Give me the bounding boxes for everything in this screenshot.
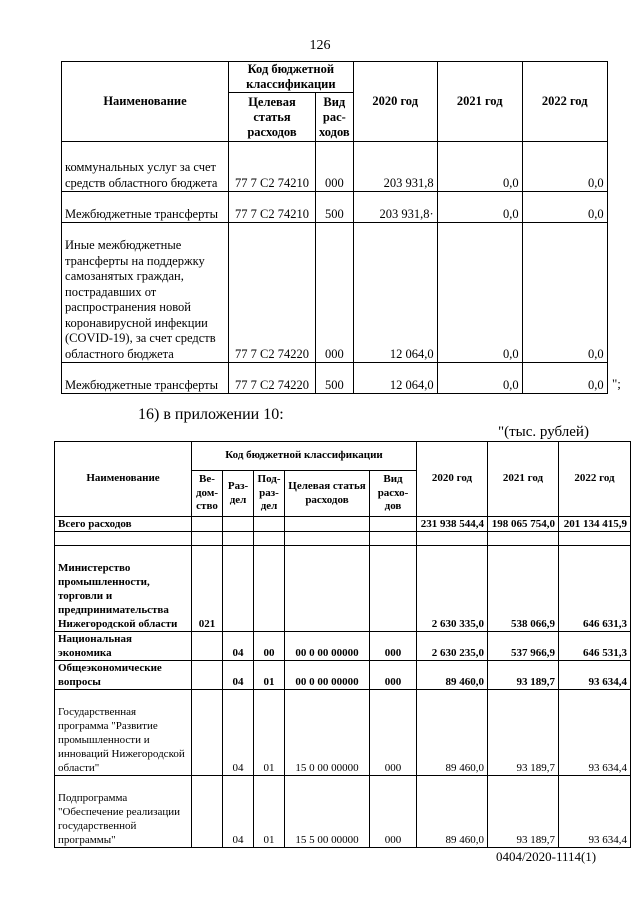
row-2022: 0,0	[522, 223, 607, 363]
row-name: Государственная программа "Развитие промышленности и инноваций Нижегородской области"	[55, 690, 192, 776]
spacer-row	[55, 532, 631, 546]
row-2022: 0,0	[522, 142, 607, 192]
row-subsection	[254, 546, 285, 632]
row-dept: 021	[192, 546, 223, 632]
row-section: 04	[223, 661, 254, 690]
row-name: Межбюджетные трансферты	[62, 363, 229, 394]
row-type: 000	[370, 690, 417, 776]
header-target: Целевая статья расходов	[229, 93, 316, 142]
row-2021: 93 189,7	[488, 776, 559, 848]
header-target: Целевая статья расходов	[285, 471, 370, 517]
row-target: 77 7 С2 74220	[229, 363, 316, 394]
table-row	[55, 661, 631, 690]
row-2020: 89 460,0	[417, 690, 488, 776]
row-target: 15 5 00 00000	[285, 776, 370, 848]
header-name: Наименование	[55, 442, 192, 517]
row-2021: 538 066,9	[488, 546, 559, 632]
row-name: Национальная экономика	[55, 632, 192, 661]
row-2022: 0,0	[522, 192, 607, 223]
table-row	[62, 192, 608, 223]
row-target: 00 0 00 00000	[285, 632, 370, 661]
row-target: 77 7 С2 74220	[229, 223, 316, 363]
row-subsection: 01	[254, 661, 285, 690]
row-name: Общеэкономические вопросы	[55, 661, 192, 690]
total-2020: 231 938 544,4	[417, 517, 488, 532]
header-code-group: Код бюджетной классификации	[192, 442, 417, 471]
header-name: Наименование	[62, 62, 229, 142]
budget-table-appendix-10	[54, 441, 631, 848]
row-type: 000	[316, 142, 354, 192]
row-2021: 0,0	[437, 142, 522, 192]
row-subsection: 01	[254, 690, 285, 776]
total-2022: 201 134 415,9	[559, 517, 631, 532]
page-number: 126	[309, 38, 331, 53]
row-2020: 203 931,8·	[353, 192, 437, 223]
row-type: 000	[370, 632, 417, 661]
table-row	[62, 142, 608, 192]
header-section: Раз-дел	[223, 471, 254, 517]
row-dept	[192, 632, 223, 661]
table-row	[55, 546, 631, 632]
row-name: коммунальных услуг за счет средств областного бюджета	[62, 142, 229, 192]
row-2022: 646 531,3	[559, 632, 631, 661]
row-2021: 0,0	[437, 363, 522, 394]
header-2021: 2021 год	[488, 442, 559, 517]
amendment-intro: 16) в приложении 10:	[138, 406, 284, 423]
row-2021: 93 189,7	[488, 690, 559, 776]
table-row	[62, 363, 608, 394]
row-dept	[192, 690, 223, 776]
row-2022: 93 634,4	[559, 776, 631, 848]
header-type: Вид расхо-дов	[370, 471, 417, 517]
row-2022: 93 634,4	[559, 661, 631, 690]
row-type: 000	[370, 776, 417, 848]
table-row	[55, 690, 631, 776]
row-2021: 93 189,7	[488, 661, 559, 690]
row-type: 000	[316, 223, 354, 363]
row-subsection: 01	[254, 776, 285, 848]
row-2020: 89 460,0	[417, 661, 488, 690]
row-name: Межбюджетные трансферты	[62, 192, 229, 223]
row-type: 000	[370, 661, 417, 690]
row-target: 77 7 С2 74210	[229, 142, 316, 192]
row-section: 04	[223, 632, 254, 661]
row-type: 500	[316, 192, 354, 223]
row-2022: 93 634,4	[559, 690, 631, 776]
row-name: Подпрограмма "Обеспечение реализации государственной программы"	[55, 776, 192, 848]
row-type	[370, 546, 417, 632]
header-2020: 2020 год	[353, 62, 437, 142]
header-2022: 2022 год	[559, 442, 631, 517]
row-name: Министерство промышленности, торговли и предпринимательства Нижегородской области	[55, 546, 192, 632]
row-subsection: 00	[254, 632, 285, 661]
row-target: 00 0 00 00000	[285, 661, 370, 690]
table-row	[55, 776, 631, 848]
total-2021: 198 065 754,0	[488, 517, 559, 532]
row-2021: 537 966,9	[488, 632, 559, 661]
total-row	[55, 517, 631, 532]
row-target: 15 0 00 00000	[285, 690, 370, 776]
row-type: 500	[316, 363, 354, 394]
header-2022: 2022 год	[522, 62, 607, 142]
row-section	[223, 546, 254, 632]
header-2020: 2020 год	[417, 442, 488, 517]
budget-table-continued	[61, 61, 608, 394]
row-2020: 2 630 235,0	[417, 632, 488, 661]
row-section: 04	[223, 776, 254, 848]
closing-quote-mark: ";	[612, 376, 621, 391]
header-subsection: Под-раз-дел	[254, 471, 285, 517]
row-2022: 646 631,3	[559, 546, 631, 632]
row-2020: 12 064,0	[353, 223, 437, 363]
row-2021: 0,0	[437, 192, 522, 223]
row-2020: 89 460,0	[417, 776, 488, 848]
row-target: 77 7 С2 74210	[229, 192, 316, 223]
row-2022: 0,0	[522, 363, 607, 394]
header-dept: Ве-дом-ство	[192, 471, 223, 517]
row-2020: 12 064,0	[353, 363, 437, 394]
header-code-group: Код бюджетной классификации	[229, 62, 354, 93]
row-2020: 203 931,8	[353, 142, 437, 192]
row-2021: 0,0	[437, 223, 522, 363]
total-label: Всего расходов	[55, 517, 192, 532]
units-label: "(тыс. рублей)	[498, 424, 589, 440]
table-row	[62, 223, 608, 363]
row-dept	[192, 776, 223, 848]
document-number: 0404/2020-1114(1)	[496, 849, 597, 864]
row-dept	[192, 661, 223, 690]
row-target	[285, 546, 370, 632]
row-2020: 2 630 335,0	[417, 546, 488, 632]
header-2021: 2021 год	[437, 62, 522, 142]
table-row	[55, 632, 631, 661]
row-section: 04	[223, 690, 254, 776]
row-name: Иные межбюджетные трансферты на поддержку самозанятых граждан, пострадавших от распространения новой коронавирусной инфекции (COVID-19), за счет средств областного бюджета	[62, 223, 229, 363]
header-type: Вид рас-ходов	[316, 93, 354, 142]
